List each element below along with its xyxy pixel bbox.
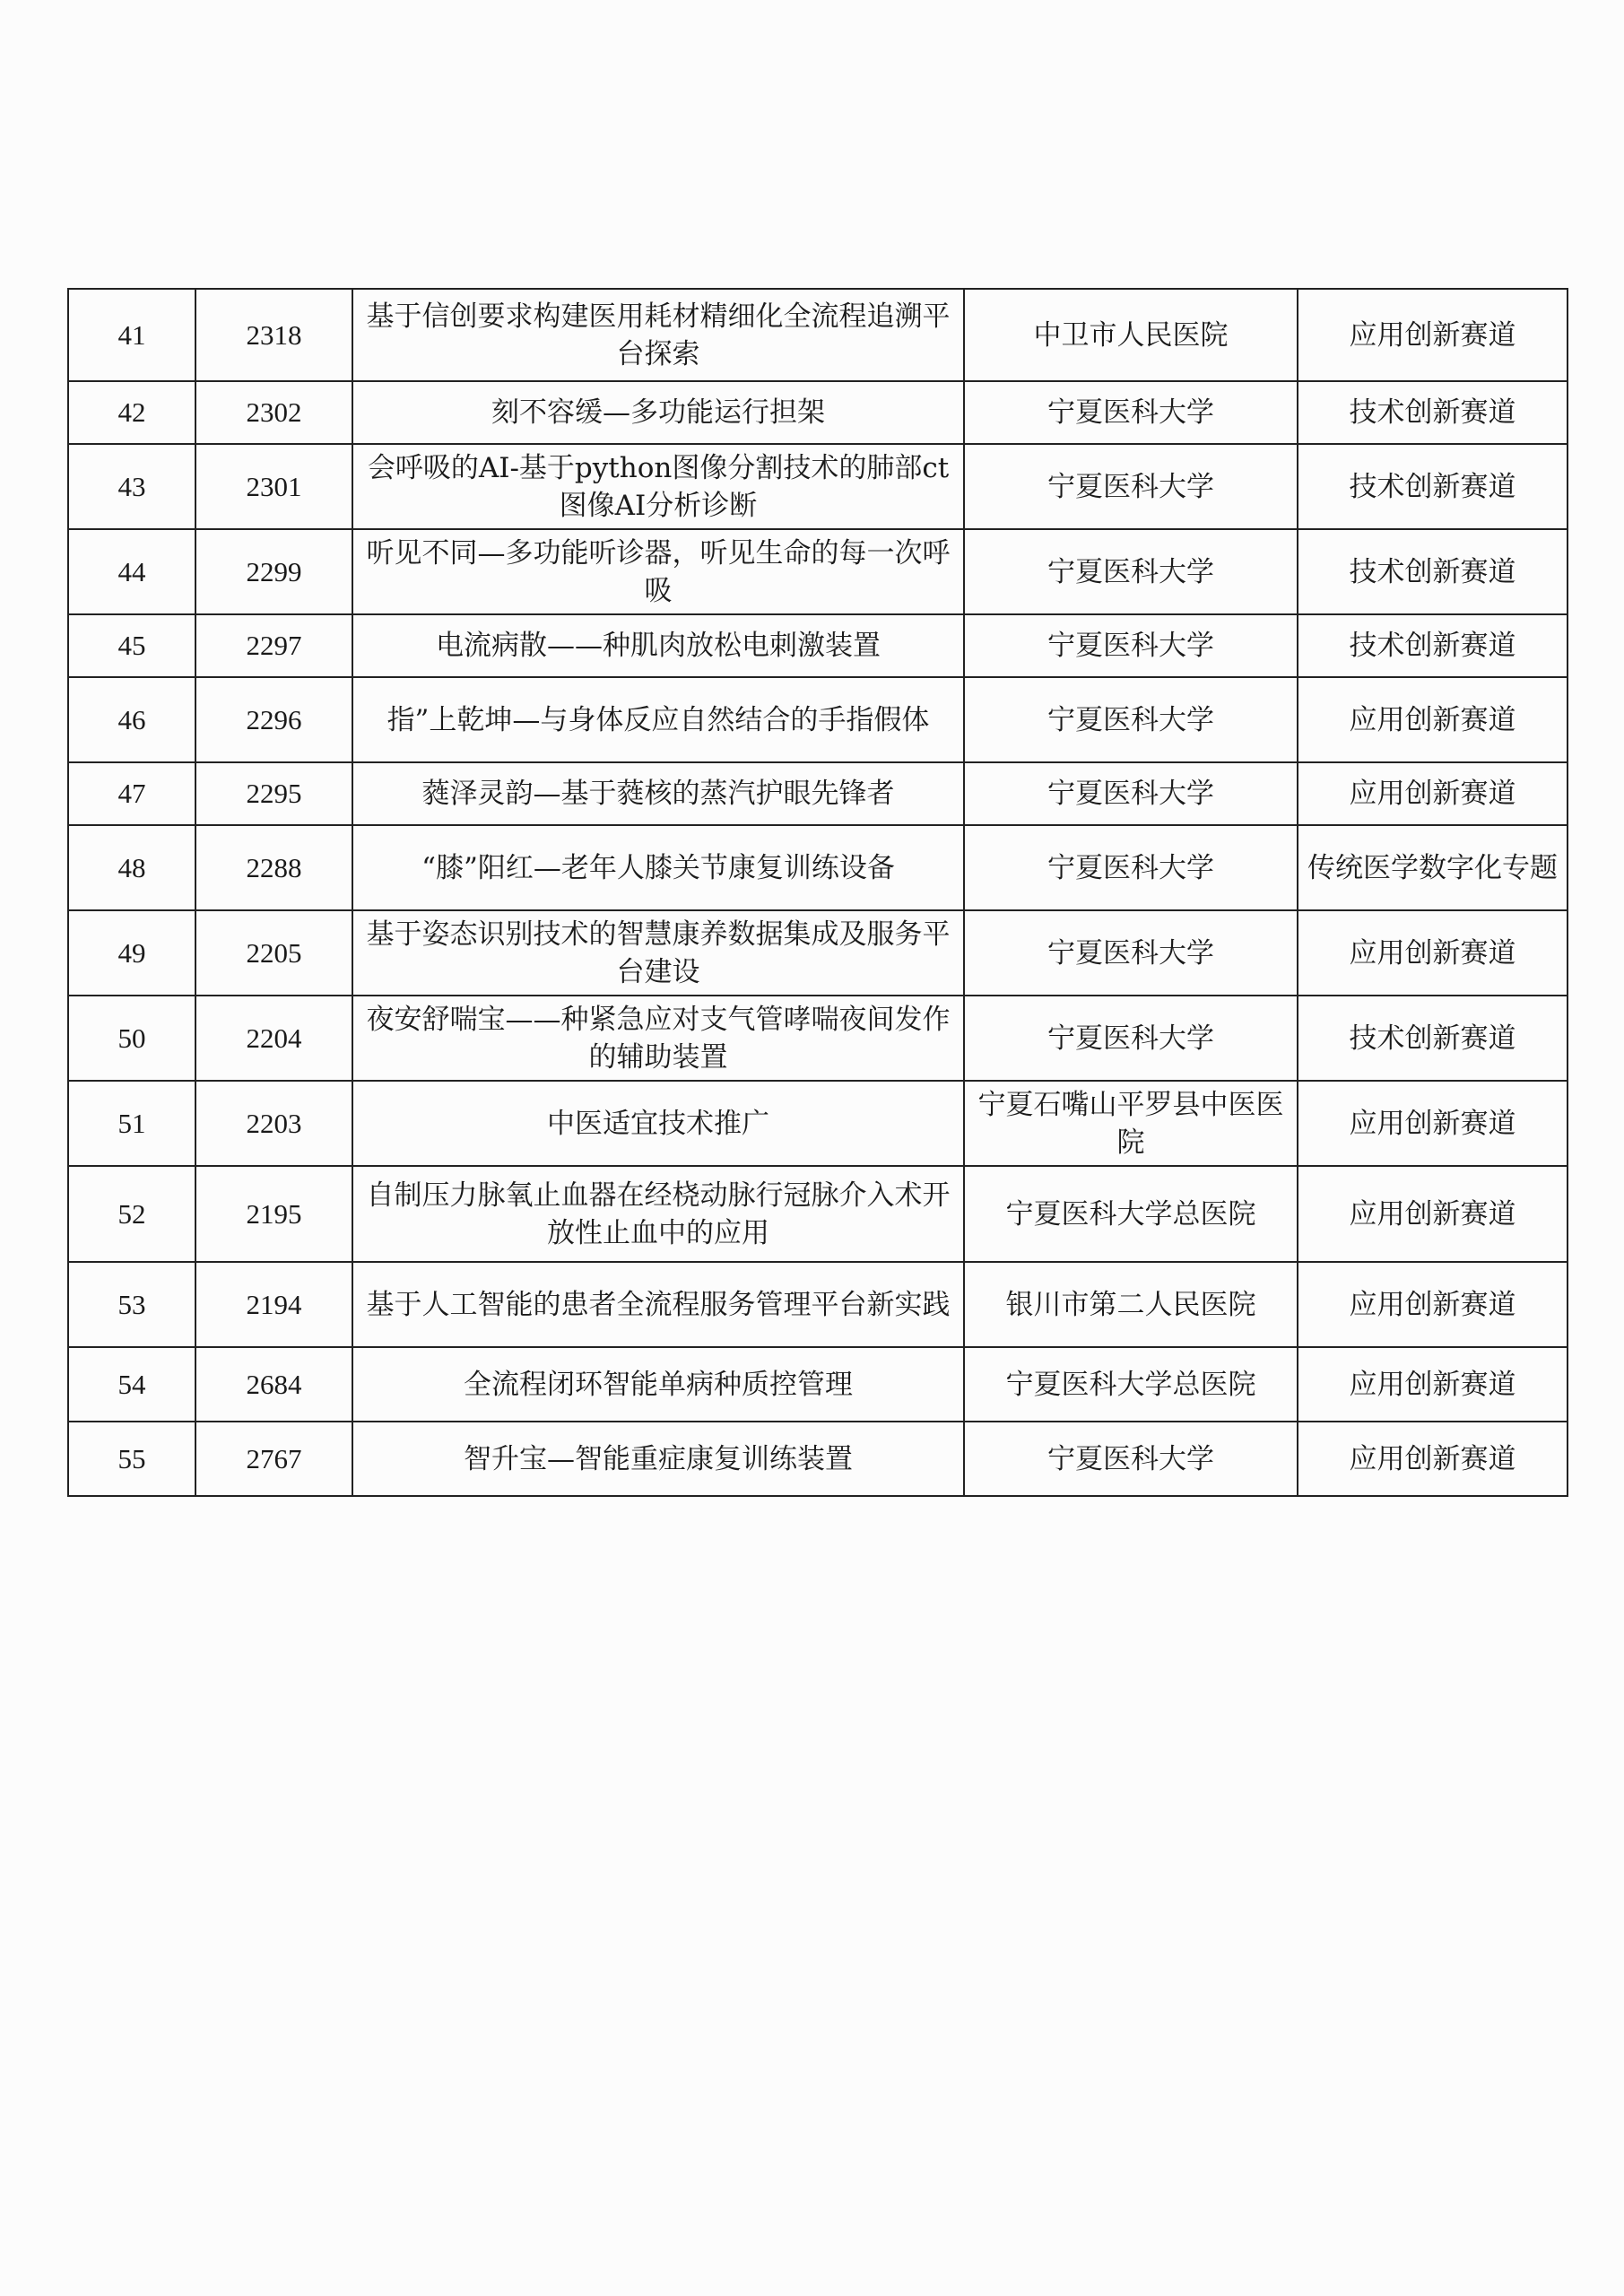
project-name: 全流程闭环智能单病种质控管理: [352, 1347, 964, 1422]
row-number: 52: [68, 1166, 195, 1262]
row-number: 43: [68, 444, 195, 529]
row-number: 53: [68, 1262, 195, 1347]
row-number: 49: [68, 910, 195, 996]
project-name: 智升宝—智能重症康复训练装置: [352, 1422, 964, 1496]
row-number: 46: [68, 677, 195, 762]
table-row: [68, 289, 1568, 381]
project-id: 2684: [195, 1347, 352, 1422]
organization: 宁夏医科大学: [964, 529, 1298, 614]
organization: 宁夏医科大学: [964, 762, 1298, 825]
organization: 宁夏医科大学: [964, 910, 1298, 996]
track: 技术创新赛道: [1298, 444, 1568, 529]
track: 技术创新赛道: [1298, 381, 1568, 444]
project-id: 2288: [195, 825, 352, 910]
project-name: 中医适宜技术推广: [352, 1081, 964, 1166]
project-name: 电流病散——种肌肉放松电刺激装置: [352, 614, 964, 677]
project-name: 基于人工智能的患者全流程服务管理平台新实践: [352, 1262, 964, 1347]
project-id: 2296: [195, 677, 352, 762]
table-row: [68, 996, 1568, 1081]
organization: 中卫市人民医院: [964, 289, 1298, 381]
project-id: 2194: [195, 1262, 352, 1347]
project-name: 会呼吸的AI-基于python图像分割技术的肺部ct图像AI分析诊断: [352, 444, 964, 529]
track: 传统医学数字化专题: [1298, 825, 1568, 910]
table-row: [68, 1166, 1568, 1262]
organization: 宁夏医科大学: [964, 825, 1298, 910]
organization: 宁夏石嘴山平罗县中医医院: [964, 1081, 1298, 1166]
table-row: [68, 381, 1568, 444]
organization: 宁夏医科大学: [964, 444, 1298, 529]
project-id: 2301: [195, 444, 352, 529]
project-name: 基于姿态识别技术的智慧康养数据集成及服务平台建设: [352, 910, 964, 996]
project-id: 2767: [195, 1422, 352, 1496]
row-number: 41: [68, 289, 195, 381]
table-row: [68, 1422, 1568, 1496]
row-number: 47: [68, 762, 195, 825]
project-name: 基于信创要求构建医用耗材精细化全流程追溯平台探索: [352, 289, 964, 381]
table-row: [68, 529, 1568, 614]
track: 应用创新赛道: [1298, 1166, 1568, 1262]
project-id: 2205: [195, 910, 352, 996]
organization: 宁夏医科大学: [964, 614, 1298, 677]
project-id: 2295: [195, 762, 352, 825]
table-row: [68, 614, 1568, 677]
row-number: 45: [68, 614, 195, 677]
row-number: 44: [68, 529, 195, 614]
track: 技术创新赛道: [1298, 996, 1568, 1081]
track: 应用创新赛道: [1298, 289, 1568, 381]
track: 技术创新赛道: [1298, 529, 1568, 614]
table-row: [68, 825, 1568, 910]
project-id: 2195: [195, 1166, 352, 1262]
project-id: 2203: [195, 1081, 352, 1166]
table-row: [68, 1081, 1568, 1166]
track: 应用创新赛道: [1298, 1081, 1568, 1166]
row-number: 50: [68, 996, 195, 1081]
table-row: [68, 444, 1568, 529]
organization: 宁夏医科大学总医院: [964, 1166, 1298, 1262]
row-number: 51: [68, 1081, 195, 1166]
project-name: “膝”阳红—老年人膝关节康复训练设备: [352, 825, 964, 910]
track: 应用创新赛道: [1298, 1262, 1568, 1347]
track: 应用创新赛道: [1298, 677, 1568, 762]
project-name: 指”上乾坤—与身体反应自然结合的手指假体: [352, 677, 964, 762]
track: 应用创新赛道: [1298, 1347, 1568, 1422]
project-name: 刻不容缓—多功能运行担架: [352, 381, 964, 444]
project-name: 蕤泽灵韵—基于蕤核的蒸汽护眼先锋者: [352, 762, 964, 825]
project-name: 自制压力脉氧止血器在经桡动脉行冠脉介入术开放性止血中的应用: [352, 1166, 964, 1262]
track: 应用创新赛道: [1298, 910, 1568, 996]
organization: 宁夏医科大学: [964, 381, 1298, 444]
row-number: 42: [68, 381, 195, 444]
project-id: 2299: [195, 529, 352, 614]
row-number: 54: [68, 1347, 195, 1422]
organization: 宁夏医科大学: [964, 996, 1298, 1081]
organization: 银川市第二人民医院: [964, 1262, 1298, 1347]
project-name: 夜安舒喘宝——种紧急应对支气管哮喘夜间发作的辅助装置: [352, 996, 964, 1081]
organization: 宁夏医科大学: [964, 677, 1298, 762]
table-row: [68, 1347, 1568, 1422]
table-row: [68, 910, 1568, 996]
organization: 宁夏医科大学: [964, 1422, 1298, 1496]
row-number: 48: [68, 825, 195, 910]
project-id: 2204: [195, 996, 352, 1081]
table-row: [68, 1262, 1568, 1347]
row-number: 55: [68, 1422, 195, 1496]
organization: 宁夏医科大学总医院: [964, 1347, 1298, 1422]
project-table: [67, 288, 1568, 1497]
project-name: 听见不同—多功能听诊器，听见生命的每一次呼吸: [352, 529, 964, 614]
project-id: 2297: [195, 614, 352, 677]
project-id: 2302: [195, 381, 352, 444]
track: 应用创新赛道: [1298, 1422, 1568, 1496]
track: 技术创新赛道: [1298, 614, 1568, 677]
project-id: 2318: [195, 289, 352, 381]
track: 应用创新赛道: [1298, 762, 1568, 825]
table-row: [68, 762, 1568, 825]
table-body: [68, 289, 1568, 1496]
table-row: [68, 677, 1568, 762]
